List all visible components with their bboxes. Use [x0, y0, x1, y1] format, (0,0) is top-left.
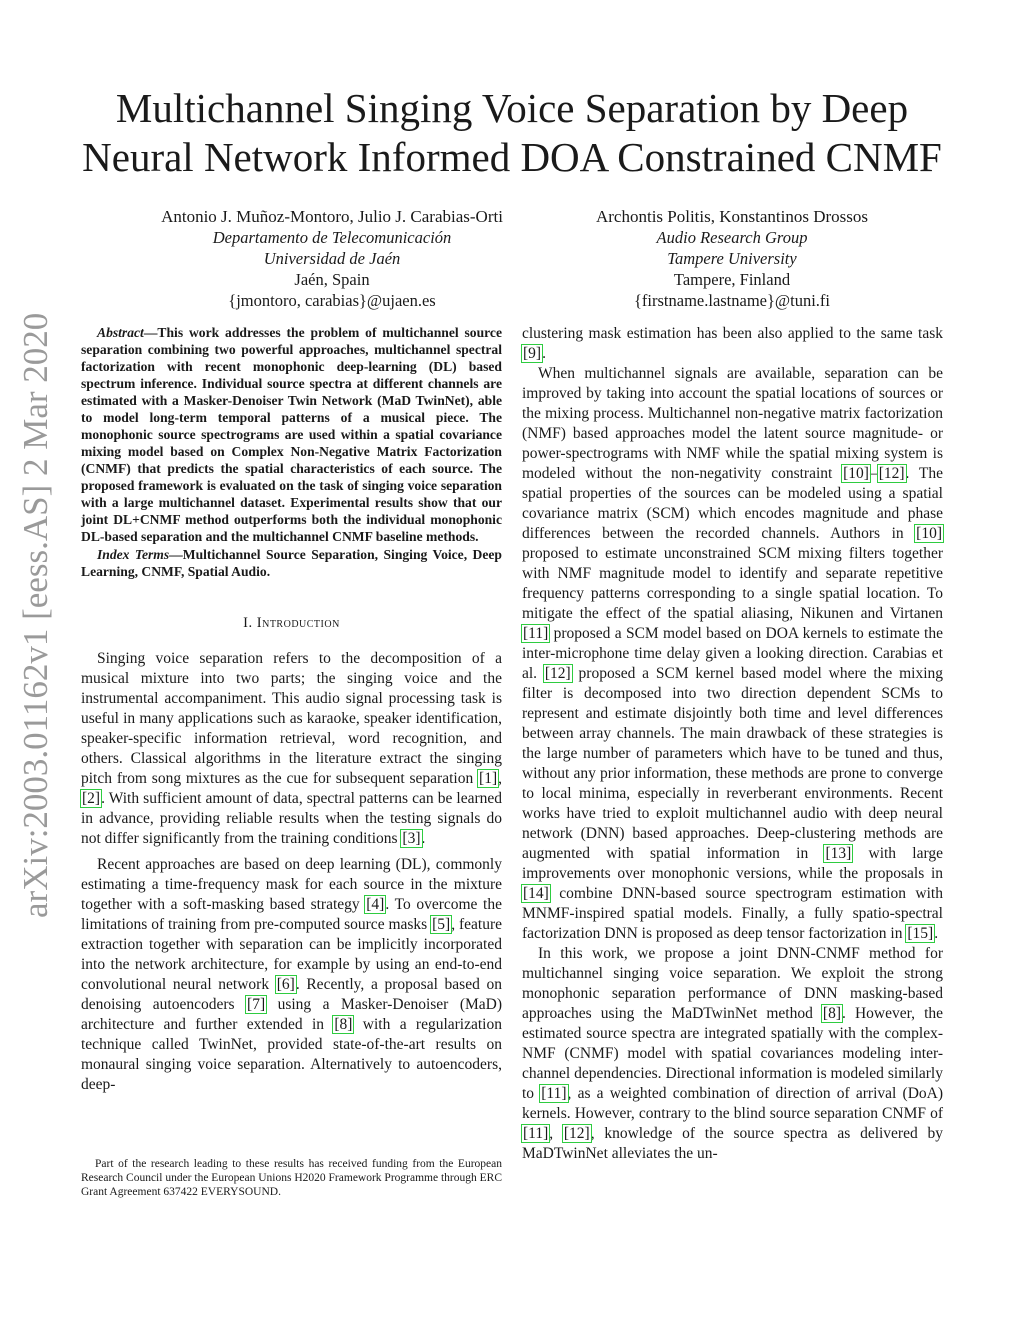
abstract-text: —This work addresses the problem of multichannel source separation combining two powerful approaches, multichannel spectral factorization with recent monophonic deep-learning (DL) based spectrum inference. Individual source spectra at different channels are estimated with a Masker-Denoiser Twin Network (MaD TwinNet), able to model long-term temporal patterns of a musical piece. The monophonic source spectrograms are used within a spatial covariance mixing model based on Complex Non-Negative Matrix Factorization (CNMF) that predicts the spatial characteristics of each source. The proposed framework is evaluated on the task of singing voice separation with a large multichannel dataset. Experimental results show that our joint DL+CNMF method outperforms both the individual monophonic DL-based separation and the multichannel CNMF baseline methods. [81, 325, 502, 544]
text-run: with a regularization technique called TwinNet, provided state-of-the-art results on monaural singing voice separation. Alternatively to autoencoders, deep- [81, 1016, 502, 1093]
text-run: . [421, 830, 426, 847]
text-run: , [549, 1125, 563, 1142]
intro-paragraph-3 [522, 364, 943, 944]
text-run: clustering mask estimation has been also applied to the same task [522, 325, 943, 342]
citation-link[interactable]: [12] [878, 465, 905, 482]
text-run: – [869, 465, 878, 482]
index-terms-text: —Multichannel Source Separation, Singing Voice, Deep Learning, CNMF, Spatial Audio. [81, 547, 502, 579]
text-run: . To overcome the limitations of training from pre-computed source masks [81, 896, 502, 933]
citation-link[interactable]: [11] [523, 625, 549, 642]
citation-link[interactable]: [8] [822, 1005, 841, 1022]
text-run: , [498, 770, 502, 787]
section-heading-introduction [81, 613, 502, 633]
text-run: . With sufficient amount of data, spectral patterns can be learned in advance, providing reliable results when the testing signals do not differ significantly from the training conditions [81, 790, 502, 847]
author-block-left [132, 206, 532, 311]
funding-footnote: Part of the research leading to these results has received funding from the European Research Council under the European Unions H2020 Framework Programme through ERC Grant Agreement 637422 EVERYSOUND. [81, 1158, 502, 1198]
text-run: , knowledge of the source spectra as delivered by MaDTwinNet alleviates the un- [522, 1125, 943, 1162]
text-run: In this work, we propose a joint DNN-CNMF method for multichannel singing voice separation. We exploit the strong monophonic separation performance of DNN masking-based approaches using the MaDTwinNet method [522, 945, 943, 1022]
intro-paragraph-1 [81, 649, 502, 849]
affiliation-city-left: Jaén, Spain [294, 270, 370, 289]
citation-link[interactable]: [11] [523, 1125, 549, 1142]
text-run: with large improvements over monophonic versions, while the proposals in [522, 845, 943, 882]
text-run: Recent approaches are based on deep learning (DL), commonly estimating a time-frequency mask for each source in the mixture together with a soft-masking based strategy [81, 856, 502, 913]
index-terms [81, 546, 502, 580]
citation-link[interactable]: [4] [366, 896, 385, 913]
citation-link[interactable]: [13] [825, 845, 852, 862]
affiliation-univ-left: Universidad de Jaén [263, 249, 401, 268]
citation-link[interactable]: [8] [334, 1016, 353, 1033]
citation-link[interactable]: [11] [541, 1085, 567, 1102]
affiliation-dept-right: Audio Research Group [656, 228, 808, 247]
author-email-left: {jmontoro, carabias}@ujaen.es [228, 291, 436, 310]
text-run: combine DNN-based source spectrogram estimation with MNMF-inspired spatial models. Finally, a fully spatio-spectral factorization DNN is proposed as deep tensor factorization in [522, 885, 943, 942]
text-run: , as a weighted combination of direction of arrival (DoA) kernels. However, contrary to the blind source separation CNMF of [522, 1085, 943, 1122]
intro-paragraph-2 [81, 855, 502, 1095]
text-run: proposed a SCM kernel based model where the mixing filter is decomposed into two direction dependent SCMs to represent and estimate disjointly both time and level differences between array channels. The main drawback of these strategies is the large number of parameters which have to be tuned and thus, without any prior information, these methods are prone to converge to local minima, especially in reverberant environments. Recent works have tried to exploit multichannel audio with deep neural network (DNN) based approaches. Deep-clustering methods are augmented with spatial information in [522, 665, 943, 862]
affiliation-dept-left: Departamento de Telecomunicación [212, 228, 452, 247]
citation-link[interactable]: [1] [479, 770, 498, 787]
abstract [81, 324, 502, 545]
citation-link[interactable]: [6] [276, 976, 295, 993]
continued-paragraph [522, 324, 943, 364]
text-run: Singing voice separation refers to the decomposition of a musical mixture into two parts; the singing voice and the instrumental accompaniment. This audio signal processing task is useful in many applications such as karaoke, speaker identification, speaker-specific information retrieval, word recognition, and others. Classical algorithms in the literature extract the singing pitch from song mixtures as the cue for subsequent separation [81, 650, 502, 787]
citation-link[interactable]: [5] [432, 916, 451, 933]
right-column [522, 324, 943, 1164]
citation-link[interactable]: [2] [82, 790, 101, 807]
paper-title: Multichannel Singing Voice Separation by Deep Neural Network Informed DOA Constrained CNMF [82, 85, 942, 180]
affiliation-univ-right: Tampere University [667, 249, 797, 268]
citation-link[interactable]: [12] [563, 1125, 590, 1142]
author-email-right: {firstname.lastname}@tuni.fi [634, 291, 830, 310]
citation-link[interactable]: [3] [402, 830, 421, 847]
citation-link[interactable]: [9] [523, 345, 542, 362]
text-run: proposed a SCM model based on DOA kernels to estimate the inter-microphone time delay given a looking direction. Carabias et al. [522, 625, 943, 682]
affiliation-city-right: Tampere, Finland [673, 270, 791, 289]
citation-link[interactable]: [10] [843, 465, 869, 482]
author-names-left: Antonio J. Muñoz-Montoro, Julio J. Carabias-Orti [161, 207, 503, 226]
text-run: . [934, 925, 939, 942]
text-run: proposed to estimate unconstrained SCM mixing filters together with NMF magnitude model to identify and separate repetitive frequency patterns corresponding to a single spatial location. To mitigate the effect of the spatial aliasing, Nikunen and Virtanen [522, 545, 943, 622]
text-run: using a Masker-Denoiser (MaD) architecture and further extended in [81, 996, 503, 1033]
author-names-right: Archontis Politis, Konstantinos Drossos [595, 207, 869, 226]
index-terms-lead: Index Terms [97, 547, 170, 562]
section-number: I. [243, 615, 257, 631]
citation-link[interactable]: [12] [544, 665, 571, 682]
citation-link[interactable]: [14] [523, 885, 549, 902]
abstract-lead: Abstract [97, 325, 144, 340]
text-run: , feature extraction together with separation can be implicitly incorporated into the network architecture, for example by using an end-to-end convolutional neural network [81, 916, 502, 993]
left-column [81, 324, 502, 1095]
author-block-right [532, 206, 932, 311]
text-run: . Recently, a proposal based on denoising autoencoders [81, 976, 502, 1013]
citation-link[interactable]: [15] [907, 925, 934, 942]
intro-paragraph-4 [522, 944, 943, 1164]
citation-link[interactable]: [10] [916, 525, 942, 542]
section-title: Introduction [256, 615, 340, 631]
text-run: . However, the estimated source spectra are integrated spatially with the complex-NMF (CNMF) model with spatial covariances modeling inter-channel dependencies. Directional information is modeled similarly to [522, 1005, 943, 1102]
text-run: . The spatial properties of the sources can be modeled using a spatial covariance matrix (SCM) which encodes magnitude and phase differences between the recorded channels. Authors in [522, 465, 943, 542]
text-run: When multichannel signals are available, separation can be improved by taking into account the spatial locations of sources or the mixing process. Multichannel non-negative matrix factorization (NMF) based approaches model the latent source magnitude- or power-spectrograms with NMF while the spatial mixing system is modeled without the non-negativity constraint [522, 365, 943, 482]
text-run: . [542, 345, 546, 362]
citation-link[interactable]: [7] [247, 996, 266, 1013]
arxiv-identifier: arXiv:2003.01162v1 [eess.AS] 2 Mar 2020 [16, 312, 55, 918]
